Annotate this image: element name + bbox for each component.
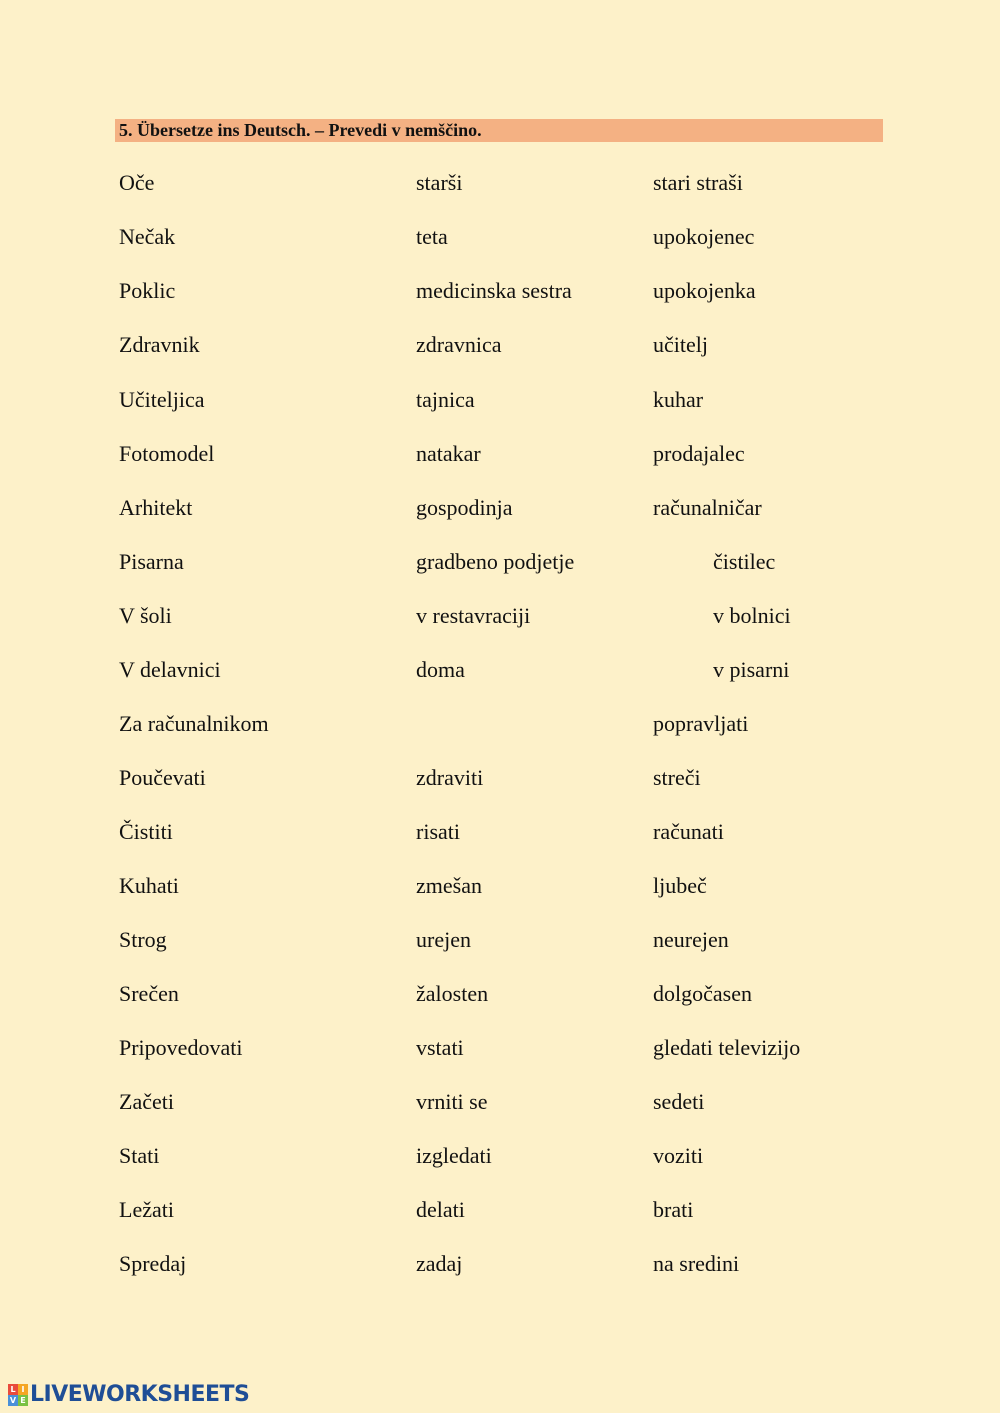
vocab-word-col1: Nečak xyxy=(119,224,176,249)
vocab-word-col3: čistilec xyxy=(713,549,776,574)
vocab-word-col3: na sredini xyxy=(653,1251,740,1276)
vocab-row xyxy=(0,439,1000,469)
brand-name: LIVEWORKSHEETS xyxy=(30,1382,250,1407)
vocab-row xyxy=(0,817,1000,847)
liveworksheets-brand[interactable] xyxy=(8,1381,249,1409)
vocab-word-col2: žalosten xyxy=(416,981,489,1006)
vocab-word-col1: Čistiti xyxy=(119,819,173,844)
vocab-word-col1: Ležati xyxy=(119,1197,174,1222)
vocab-word-col3: upokojenec xyxy=(653,224,755,249)
vocab-word-col2: starši xyxy=(416,170,463,195)
vocab-word-col2: gospodinja xyxy=(416,495,513,520)
vocab-row xyxy=(0,655,1000,685)
vocab-word-col3: ljubeč xyxy=(653,873,707,898)
vocab-word-col2: vrniti se xyxy=(416,1089,488,1114)
vocab-row xyxy=(0,709,1000,739)
vocab-row xyxy=(0,385,1000,415)
vocab-word-col3: stari straši xyxy=(653,170,743,195)
logo-letter: I xyxy=(18,1384,28,1395)
vocab-row xyxy=(0,168,1000,198)
vocab-word-col2: zdraviti xyxy=(416,765,484,790)
vocab-word-col1: Srečen xyxy=(119,981,179,1006)
vocab-word-col3: v pisarni xyxy=(713,657,790,682)
vocab-row xyxy=(0,1087,1000,1117)
vocab-word-col3: v bolnici xyxy=(713,603,791,628)
vocab-word-col1: Učiteljica xyxy=(119,387,205,412)
vocab-row xyxy=(0,601,1000,631)
vocab-word-col1: Za računalnikom xyxy=(119,711,269,736)
vocab-word-col2: v restavraciji xyxy=(416,603,531,628)
vocab-word-col2: tajnica xyxy=(416,387,475,412)
vocab-row xyxy=(0,871,1000,901)
logo-letter: E xyxy=(18,1395,28,1406)
logo-letter: V xyxy=(9,1396,17,1405)
vocab-word-col1: Spredaj xyxy=(119,1251,187,1276)
vocab-word-col3: sedeti xyxy=(653,1089,705,1114)
vocab-word-col1: Fotomodel xyxy=(119,441,215,466)
exercise-heading-bar xyxy=(115,119,883,142)
vocab-word-col3: kuhar xyxy=(653,387,704,412)
vocab-row xyxy=(0,330,1000,360)
vocab-word-col3: računati xyxy=(653,819,724,844)
vocab-word-col2: medicinska sestra xyxy=(416,278,572,303)
vocab-row xyxy=(0,547,1000,577)
vocab-row xyxy=(0,763,1000,793)
vocab-word-col3: neurejen xyxy=(653,927,729,952)
vocab-word-col3: prodajalec xyxy=(653,441,745,466)
vocab-word-col2: zadaj xyxy=(416,1251,463,1276)
vocab-word-col1: Stati xyxy=(119,1143,160,1168)
vocab-word-col3: učitelj xyxy=(653,332,708,357)
vocab-word-col1: Zdravnik xyxy=(119,332,200,357)
vocab-row xyxy=(0,222,1000,252)
vocab-word-col2: vstati xyxy=(416,1035,464,1060)
vocab-row xyxy=(0,979,1000,1009)
vocab-word-col3: voziti xyxy=(653,1143,704,1168)
vocab-word-col3: upokojenka xyxy=(653,278,756,303)
vocab-row xyxy=(0,925,1000,955)
vocab-word-col3: streči xyxy=(653,765,701,790)
vocab-word-col1: Pripovedovati xyxy=(119,1035,243,1060)
vocab-word-col1: V delavnici xyxy=(119,657,221,682)
vocab-word-col2: izgledati xyxy=(416,1143,492,1168)
vocab-word-col2: delati xyxy=(416,1197,465,1222)
vocab-word-col2: zmešan xyxy=(416,873,482,898)
vocab-word-col2: risati xyxy=(416,819,460,844)
vocab-word-col2: zdravnica xyxy=(416,332,502,357)
vocab-word-col2: urejen xyxy=(416,927,471,952)
vocab-row xyxy=(0,276,1000,306)
vocab-word-col1: Kuhati xyxy=(119,873,179,898)
vocab-word-col3: gledati televizijo xyxy=(653,1035,801,1060)
vocab-word-col2: gradbeno podjetje xyxy=(416,549,575,574)
vocab-row xyxy=(0,1195,1000,1225)
logo-letter: L xyxy=(8,1384,18,1395)
vocab-word-col3: brati xyxy=(653,1197,694,1222)
vocab-word-col1: Pisarna xyxy=(119,549,184,574)
vocab-row xyxy=(0,1249,1000,1279)
vocab-word-col2: teta xyxy=(416,224,448,249)
vocab-word-col3: dolgočasen xyxy=(653,981,752,1006)
vocab-word-col2: natakar xyxy=(416,441,481,466)
vocab-word-col1: Poučevati xyxy=(119,765,206,790)
vocab-row xyxy=(0,493,1000,523)
vocab-word-col1: Oče xyxy=(119,170,155,195)
vocab-word-col1: Začeti xyxy=(119,1089,174,1114)
vocab-word-col1: Arhitekt xyxy=(119,495,193,520)
vocab-word-col3: računalničar xyxy=(653,495,762,520)
vocab-word-col1: Strog xyxy=(119,927,167,952)
vocab-word-col2: doma xyxy=(416,657,465,682)
vocab-word-col3: popravljati xyxy=(653,711,749,736)
vocab-word-col1: Poklic xyxy=(119,278,176,303)
liveworksheets-logo-icon xyxy=(8,1384,28,1406)
vocab-word-col1: V šoli xyxy=(119,603,172,628)
vocab-row xyxy=(0,1033,1000,1063)
vocab-row xyxy=(0,1141,1000,1171)
exercise-heading: 5. Übersetze ins Deutsch. – Prevedi v nemščino. xyxy=(119,120,482,140)
